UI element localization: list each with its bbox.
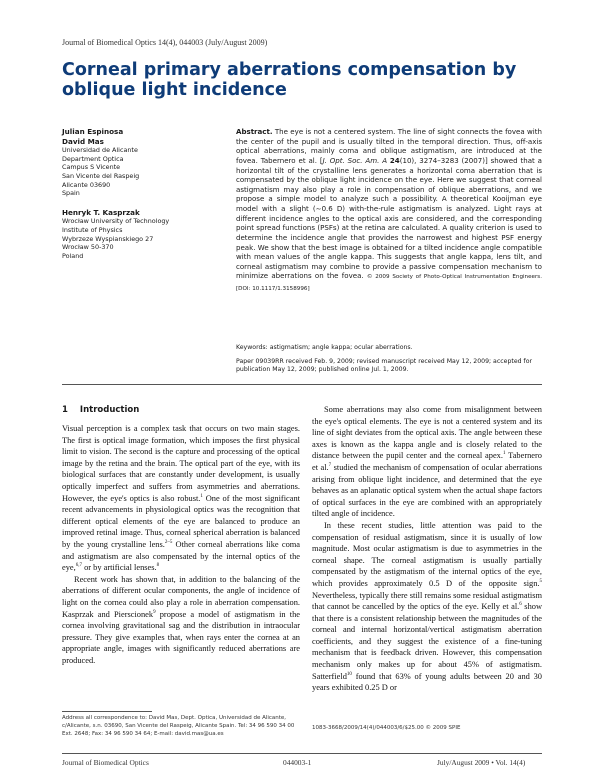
right-column: [312, 404, 542, 694]
section-title: Introduction: [79, 405, 140, 415]
section-heading: [62, 405, 151, 415]
issn-line: 1083-3668/2009/14(4)/044003/6/$25.00 © 2009 SPIE: [312, 725, 461, 731]
affiliation-line: Spain: [62, 189, 80, 198]
journal-header: Journal of Biomedical Optics 14(4), 044003 (July/August 2009): [62, 38, 268, 47]
paper-title: Corneal primary aberrations compensation by oblique light incidence: [62, 60, 517, 100]
affiliation-line: Wybrzeze Wyspianskiego 27: [62, 234, 154, 243]
page-number: 044003-1: [283, 758, 312, 767]
abstract-label: Abstract.: [236, 127, 273, 136]
affiliation-line: Campus S Vicente: [62, 163, 121, 172]
section-number: 1: [62, 405, 68, 415]
paragraph: In these recent studies, little attention was paid to the compensation of residual astigmatism, since it is usually of low magnitude. Most ocular astigmatism is due to asymmetries in the corneal shape. The corneal astigmatism is usually partially compensated by the astigmatism of the internal optics of the eye, which provides approximately 0.5 D of the opposite sign.$^5$ Nevertheless, typically there still remains some residual astigmatism that cannot be cancelled by the optics of the eye. Kelly et al.$^6$ show that there is a consistent relationship between the magnitudes of the corneal and internal horizontal/vertical astigmatism aberration coefficients, and they suggest the existence of a fine-tuning mechanism that is feedback driven. However, this compensation mechanism only makes up for about 45% of astigmatism. Satterfield$^{10}$ found that 63% of young adults between 20 and 30 years exhibited 0.25 D or: [312, 520, 542, 693]
paragraph: Recent work has shown that, in addition to the balancing of the aberrations of different ocular components, the angle of incidence of light on the cornea could also play a role in aberration compensation. Kasprzak and Pierscionek$^9$ propose a model of astigmatism in the cornea involving gravitational sag and the distribution in intraocular pressure. They give examples that, when rays enter the cornea at an appropriate angle, images with significantly reduced aberrations are produced.: [62, 574, 300, 665]
citation-journal: J. Opt. Soc. Am. A: [322, 155, 388, 165]
citation-volume: 24: [389, 155, 400, 165]
left-column: [62, 423, 300, 666]
keywords: Keywords: astigmatism; angle kappa; ocular aberrations.: [236, 344, 413, 351]
footer-issue: July/August 2009 • Vol. 14(4): [437, 758, 526, 767]
affiliation-line: Department Optica: [62, 154, 124, 163]
doi: [DOI: 10.1117/1.3158996]: [236, 286, 310, 292]
author-name: Julian Espinosa: [62, 127, 124, 136]
affiliation-line: Wrocław 50-370: [62, 243, 114, 252]
affiliation-line: Universidad de Alicante: [62, 146, 138, 155]
affiliation-line: San Vicente del Raspeig: [62, 171, 140, 180]
paragraph: Some aberrations may also come from misalignment between the eye's optical elements. The eye is not a centered system and its line of sight deviates from the optical axis. The angle between these axes is known as the kappa angle and is closely related to the distance between the pupil center and the corneal apex.$^1$ Tabernero et al.$^7$ studied the mechanism of compensation of ocular aberrations arising from oblique light incidence, and determined that the eye behaves as an aplanatic optical system when the actual shape factors of optical surfaces in the eye are combined with an appropriately tilted angle of incidence.: [312, 405, 543, 519]
author-name: Henryk T. Kasprzak: [62, 207, 140, 217]
footer-rule: [62, 753, 542, 754]
section-divider: [62, 384, 542, 385]
correspondence-footnote: Address all correspondence to: David Mas, Dept. Optica, Universidad de Alicante, c/Alicante, s.n. 03690, San Vicente del Raspeig, Alicante Spain. Tel: 34 96 590 34 00 Ext. 2648; Fax: 34 96 590 34 64; E-mail: david.mas@ua.es: [62, 715, 295, 737]
affiliation-line: Alicante 03690: [62, 180, 111, 189]
author-name: David Mas: [62, 136, 104, 146]
abstract: [236, 127, 542, 295]
affiliation-line: Poland: [62, 251, 84, 260]
affiliation-line: Institute of Physics: [62, 225, 123, 234]
received-dates: Paper 09039RR received Feb. 9, 2009; revised manuscript received May 12, 2009; accepted for publication May 12, 2009; published online Jul. 1, 2009.: [236, 358, 533, 374]
paragraph: Visual perception is a complex task that occurs on two main stages. The first is optical image formation, which imposes the first physical limit to vision. The second is the capture and processing of the optical image by the retina and the brain. The optical part of the eye, with its biological surfaces that are constantly under development, is usually optically imperfect and suffers from asymmetries and aberrations. However, the eye's optics is also robust.$^1$ One of the most significant recent advancements in physiological optics was the recognition that different optical elements of the eye are balanced to produce an improved retinal image. Thus, corneal spherical aberration is balanced by the young crystalline lens.$^{2-5}$ Other corneal aberrations like coma and astigmatism are also compensated by the internal optics of the eye,$^{6,7}$ or by artificial lenses.$^8$: [62, 424, 300, 573]
affiliation-line: Wrocław University of Technology: [62, 217, 170, 226]
author-block: [62, 127, 212, 260]
abstract-text: (10), 3274–3283 (2007)] showed that a horizontal tilt of the crystalline lens generates a horizontal coma aberration that is compensated by the oblique light incidence on the eye. Here we suggest that corneal astigmatism may also play a role in compensation of oblique aberrations, and we propose a simple model to analyze such a possibility. A theoretical Kooijman eye model with a slight (∼0.6 D) with-the-rule astigmatism is analyzed. Light rays at different incidence angles to the optical axis are considered, and the corresponding point spread functions (PSFs) at the retina are calculated. A quality criterion is used to determine the incidence angle that provides the narrowest and highest PSF energy peak. We show that the best image is obtained for a tilted incidence angle compatible with mean values of the angle kappa. This suggests that angle kappa, lens tilt, and corneal astigmatism may combine to provide a passive compensation mechanism to minimize aberrations on the fovea.: [236, 155, 542, 281]
footer-journal: Journal of Biomedical Optics: [62, 758, 149, 767]
copyright: © 2009 Society of Photo-Optical Instrumentation Engineers.: [366, 274, 542, 281]
abstract-text: The eye is not a centered system. The line of sight connects the fovea with the center of the pupil and is usually tilted in the temporal direction. Thus, off-axis optical aberrations, mainly coma and oblique astigmatism, are introduced at the fovea. Tabernero et al. [: [236, 127, 542, 165]
footnote-rule: [62, 711, 152, 712]
